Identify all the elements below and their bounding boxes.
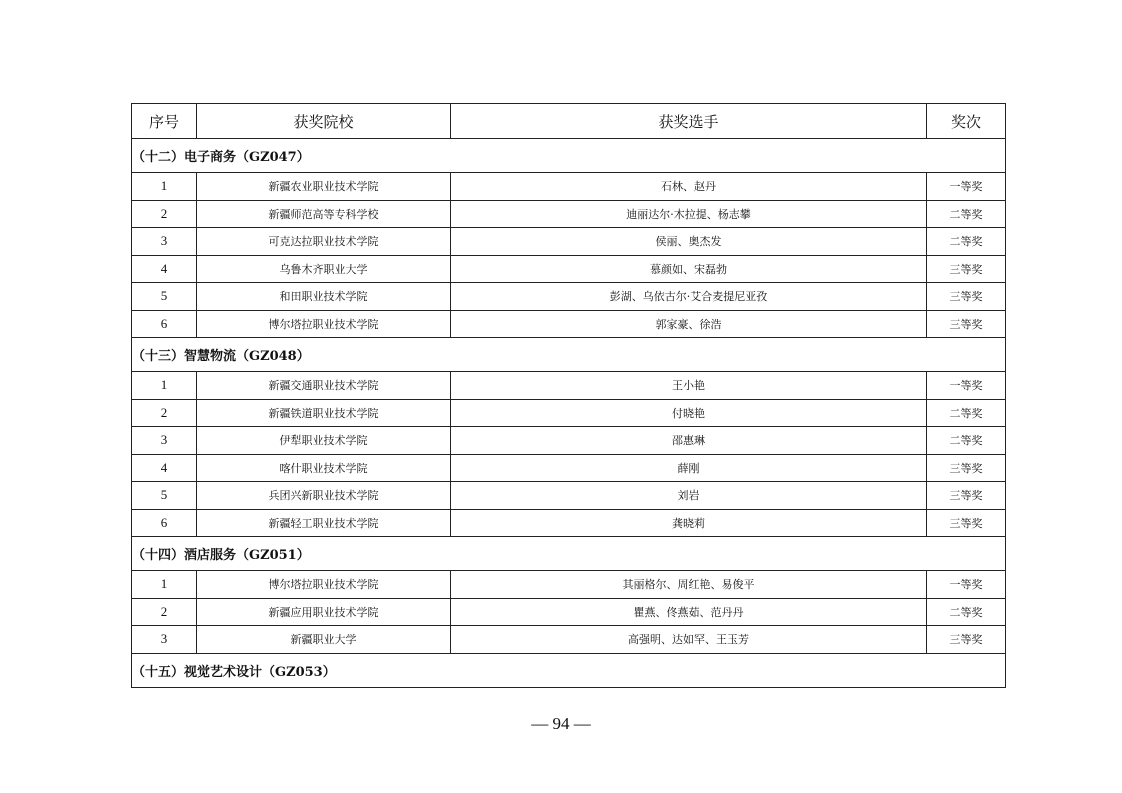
cell-serial: 3 [132,626,197,654]
cell-players: 慕颜如、宋磊勃 [451,255,927,283]
cell-school: 博尔塔拉职业技术学院 [197,571,451,599]
cell-serial: 2 [132,399,197,427]
header-players: 获奖选手 [451,104,927,139]
cell-award: 三等奖 [927,255,1006,283]
cell-school: 兵团兴新职业技术学院 [197,482,451,510]
cell-players: 付晓艳 [451,399,927,427]
cell-award: 二等奖 [927,427,1006,455]
cell-school: 乌鲁木齐职业大学 [197,255,451,283]
table-row [132,427,1006,455]
section-header-row [132,338,1006,372]
cell-players: 瞿燕、佟燕茹、范丹丹 [451,598,927,626]
cell-school: 新疆应用职业技术学院 [197,598,451,626]
cell-award: 三等奖 [927,509,1006,537]
cell-award: 二等奖 [927,598,1006,626]
section-header-row [132,537,1006,571]
table-row [132,255,1006,283]
cell-players: 高强明、达如罕、王玉芳 [451,626,927,654]
cell-award: 二等奖 [927,200,1006,228]
section-title: （十四）酒店服务（GZ051） [132,537,1006,571]
cell-serial: 4 [132,454,197,482]
cell-serial: 3 [132,228,197,256]
table-row [132,626,1006,654]
cell-school: 新疆师范高等专科学校 [197,200,451,228]
cell-serial: 6 [132,310,197,338]
section-header-row [132,653,1006,687]
cell-players: 石林、赵丹 [451,173,927,201]
cell-players: 其丽格尔、周红艳、易俊平 [451,571,927,599]
cell-players: 郭家豪、徐浩 [451,310,927,338]
cell-players: 刘岩 [451,482,927,510]
cell-serial: 5 [132,482,197,510]
table-row [132,372,1006,400]
cell-players: 王小艳 [451,372,927,400]
header-school: 获奖院校 [197,104,451,139]
cell-school: 喀什职业技术学院 [197,454,451,482]
cell-serial: 3 [132,427,197,455]
cell-school: 可克达拉职业技术学院 [197,228,451,256]
table-row [132,509,1006,537]
table-row [132,399,1006,427]
header-serial: 序号 [132,104,197,139]
table-row [132,228,1006,256]
cell-school: 新疆职业大学 [197,626,451,654]
section-header-row [132,139,1006,173]
table-header-row [132,104,1006,139]
table-row [132,571,1006,599]
table-row [132,173,1006,201]
cell-players: 侯丽、奥杰发 [451,228,927,256]
cell-school: 新疆农业职业技术学院 [197,173,451,201]
cell-award: 一等奖 [927,571,1006,599]
cell-award: 三等奖 [927,310,1006,338]
cell-serial: 1 [132,372,197,400]
cell-award: 二等奖 [927,228,1006,256]
cell-serial: 4 [132,255,197,283]
cell-award: 一等奖 [927,173,1006,201]
cell-players: 龚晓莉 [451,509,927,537]
cell-award: 三等奖 [927,454,1006,482]
cell-award: 三等奖 [927,482,1006,510]
cell-school: 和田职业技术学院 [197,283,451,311]
table-row [132,283,1006,311]
awards-table [131,103,1006,688]
cell-award: 一等奖 [927,372,1006,400]
cell-award: 三等奖 [927,283,1006,311]
cell-school: 博尔塔拉职业技术学院 [197,310,451,338]
section-title: （十五）视觉艺术设计（GZ053） [132,653,1006,687]
cell-school: 伊犁职业技术学院 [197,427,451,455]
cell-serial: 2 [132,200,197,228]
table-row [132,454,1006,482]
table-row [132,200,1006,228]
table-row [132,310,1006,338]
header-award: 奖次 [927,104,1006,139]
section-title: （十二）电子商务（GZ047） [132,139,1006,173]
cell-serial: 1 [132,173,197,201]
cell-serial: 5 [132,283,197,311]
cell-school: 新疆轻工职业技术学院 [197,509,451,537]
page-number: — 94 — [531,714,591,733]
table-row [132,482,1006,510]
cell-serial: 6 [132,509,197,537]
cell-award: 三等奖 [927,626,1006,654]
cell-players: 迪丽达尔·木拉提、杨志攀 [451,200,927,228]
cell-school: 新疆交通职业技术学院 [197,372,451,400]
cell-players: 彭湖、乌依古尔·艾合麦提尼亚孜 [451,283,927,311]
cell-players: 邵惠琳 [451,427,927,455]
cell-serial: 2 [132,598,197,626]
cell-players: 薛刚 [451,454,927,482]
table-body [132,139,1006,688]
cell-award: 二等奖 [927,399,1006,427]
cell-school: 新疆铁道职业技术学院 [197,399,451,427]
cell-serial: 1 [132,571,197,599]
section-title: （十三）智慧物流（GZ048） [132,338,1006,372]
table-row [132,598,1006,626]
